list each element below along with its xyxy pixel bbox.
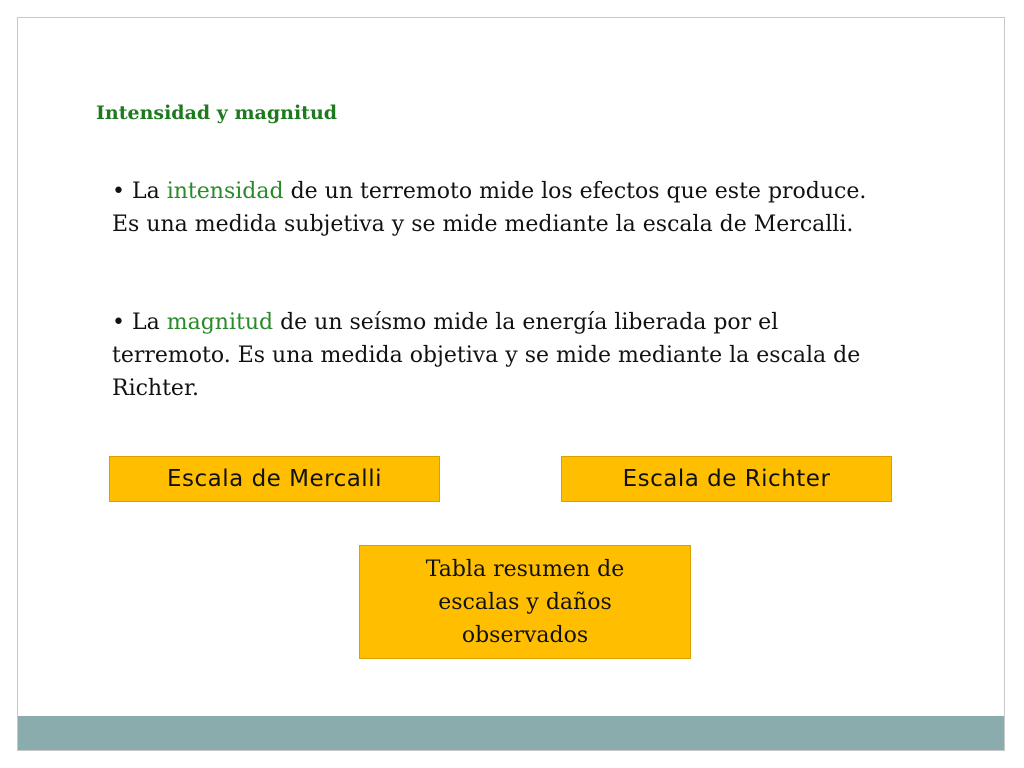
bullet-intensidad [112, 175, 872, 241]
bullet-text-after: de un terremoto mide los efectos que este produce. Es una medida subjetiva y se mide mediante la escala de Mercalli. [112, 179, 867, 237]
richter-scale-button[interactable]: Escala de Richter [561, 456, 892, 502]
keyword-intensidad: intensidad [166, 179, 284, 204]
slide-title: Intensidad y magnitud [96, 102, 338, 124]
summary-table-button[interactable]: Tabla resumen de escalas y daños observados [359, 545, 691, 659]
footer-bar [18, 716, 1004, 750]
bullet-text-before: La [131, 179, 160, 204]
bullet-text-after: de un seísmo mide la energía liberada por el terremoto. Es una medida objetiva y se mide mediante la escala de Richter. [112, 310, 861, 401]
keyword-magnitud: magnitud [166, 310, 274, 335]
mercalli-scale-button[interactable]: Escala de Mercalli [109, 456, 440, 502]
bullet-magnitud [112, 306, 892, 405]
slide-frame [17, 17, 1005, 751]
bullet-text-before: La [131, 310, 160, 335]
bullet-marker: • [112, 310, 125, 335]
bullet-marker: • [112, 179, 125, 204]
